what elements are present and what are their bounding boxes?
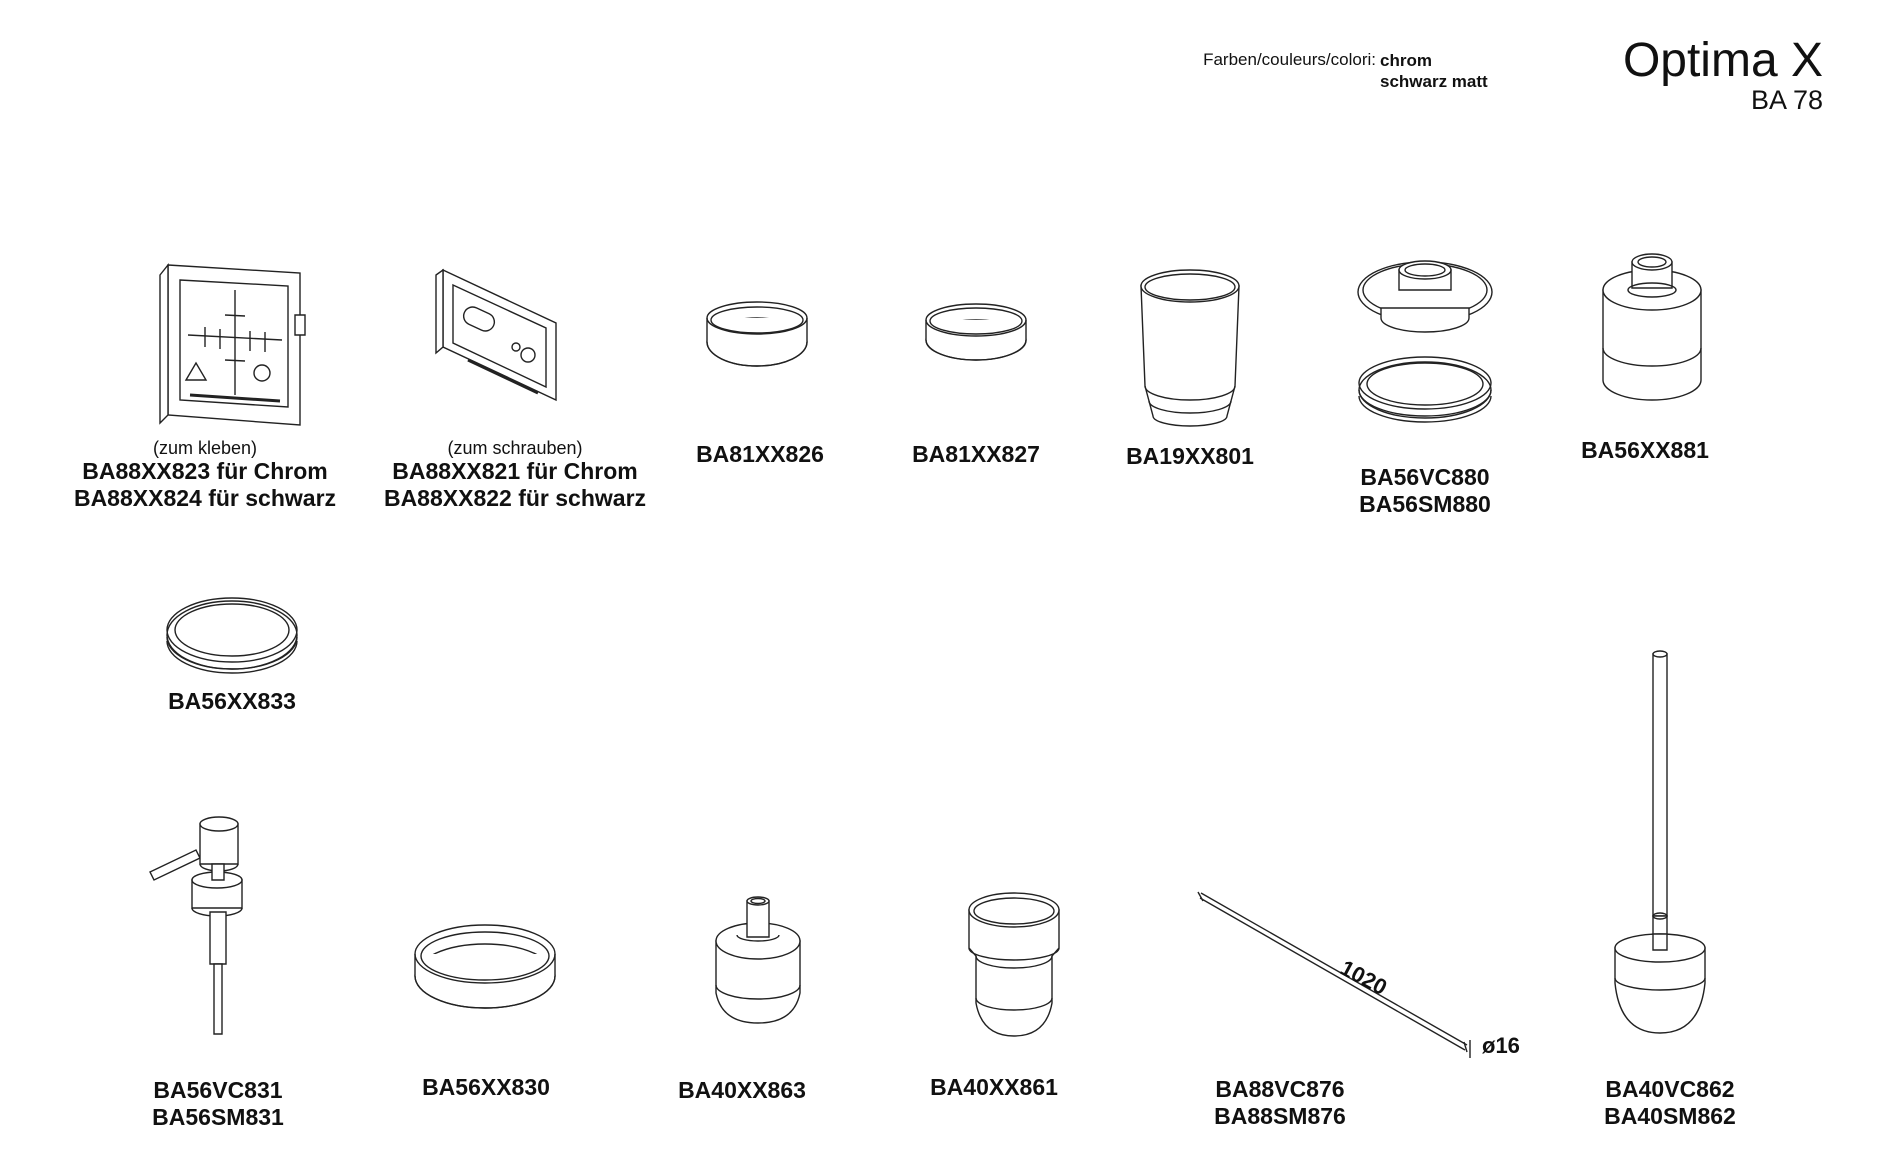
toilet-brush-drawing [1610, 648, 1710, 1038]
part-code: BA56XX830 [422, 1074, 550, 1100]
container-863-drawing [712, 893, 804, 1028]
part-code: BA40VC862 [1605, 1076, 1735, 1102]
part-label-p14 [1570, 1076, 1770, 1130]
rod-diameter-dimension: ø16 [1482, 1033, 1520, 1058]
part-code: BA88XX823 für Chrom [82, 458, 328, 484]
page-title: Optima X [1622, 34, 1823, 87]
part-label-p5 [1090, 443, 1290, 470]
soap-container-drawing [1597, 250, 1707, 412]
part-code: BA81XX827 [912, 441, 1040, 467]
part-label-p9 [118, 1077, 318, 1131]
part-code: BA88XX824 für schwarz [73, 485, 337, 511]
part-code: BA56VC831 [153, 1077, 283, 1103]
mounting-plate-screw-drawing [428, 265, 563, 405]
part-code: BA88VC876 [1215, 1076, 1345, 1102]
ring-827-drawing [920, 298, 1032, 368]
part-code: BA40XX861 [930, 1074, 1058, 1100]
soap-pump-drawing [148, 812, 258, 1037]
part-label-p12 [894, 1074, 1094, 1101]
part-label-p13 [1180, 1076, 1380, 1130]
part-label-p6 [1325, 464, 1525, 518]
color-schwarz-matt: schwarz matt [1380, 72, 1488, 91]
part-note: (zum schrauben) [447, 438, 583, 458]
part-label-p4 [876, 441, 1076, 468]
part-code: BA56XX881 [1581, 437, 1709, 463]
part-code: BA56SM831 [152, 1104, 284, 1130]
part-label-p1 [40, 438, 370, 512]
part-label-p8 [132, 688, 332, 715]
color-chrom: chrom [1380, 51, 1432, 70]
part-code: BA81XX826 [696, 441, 824, 467]
part-label-p3 [660, 441, 860, 468]
page-subtitle: BA 78 [1750, 85, 1823, 115]
part-label-p7 [1545, 437, 1745, 464]
container-861-drawing [964, 888, 1064, 1040]
part-code: BA88XX821 für Chrom [392, 458, 638, 484]
part-note: (zum kleben) [152, 438, 258, 458]
rod-length-dimension: 1020 [1336, 955, 1392, 1001]
part-label-p2 [350, 438, 680, 512]
part-label-p11 [642, 1077, 842, 1104]
ring-826-drawing [702, 298, 812, 372]
lid-and-ring-drawing [1353, 250, 1498, 428]
colors-label: Farben/couleurs/colori: [1203, 50, 1376, 69]
part-code: BA88XX822 für schwarz [383, 485, 647, 511]
part-code: BA56SM880 [1359, 491, 1491, 517]
part-code: BA40SM862 [1604, 1103, 1736, 1129]
seal-ring-drawing [162, 593, 302, 673]
part-code: BA56VC880 [1360, 464, 1490, 490]
mounting-plate-glue-drawing [150, 255, 310, 430]
part-code: BA40XX863 [678, 1077, 806, 1103]
part-code: BA19XX801 [1126, 443, 1254, 469]
part-code: BA56XX833 [168, 688, 296, 714]
tumbler-glass-drawing [1135, 266, 1245, 431]
colors-list [1380, 50, 1488, 92]
ring-830-drawing [410, 920, 560, 1012]
part-label-p10 [386, 1074, 586, 1101]
part-code: BA88SM876 [1214, 1103, 1346, 1129]
